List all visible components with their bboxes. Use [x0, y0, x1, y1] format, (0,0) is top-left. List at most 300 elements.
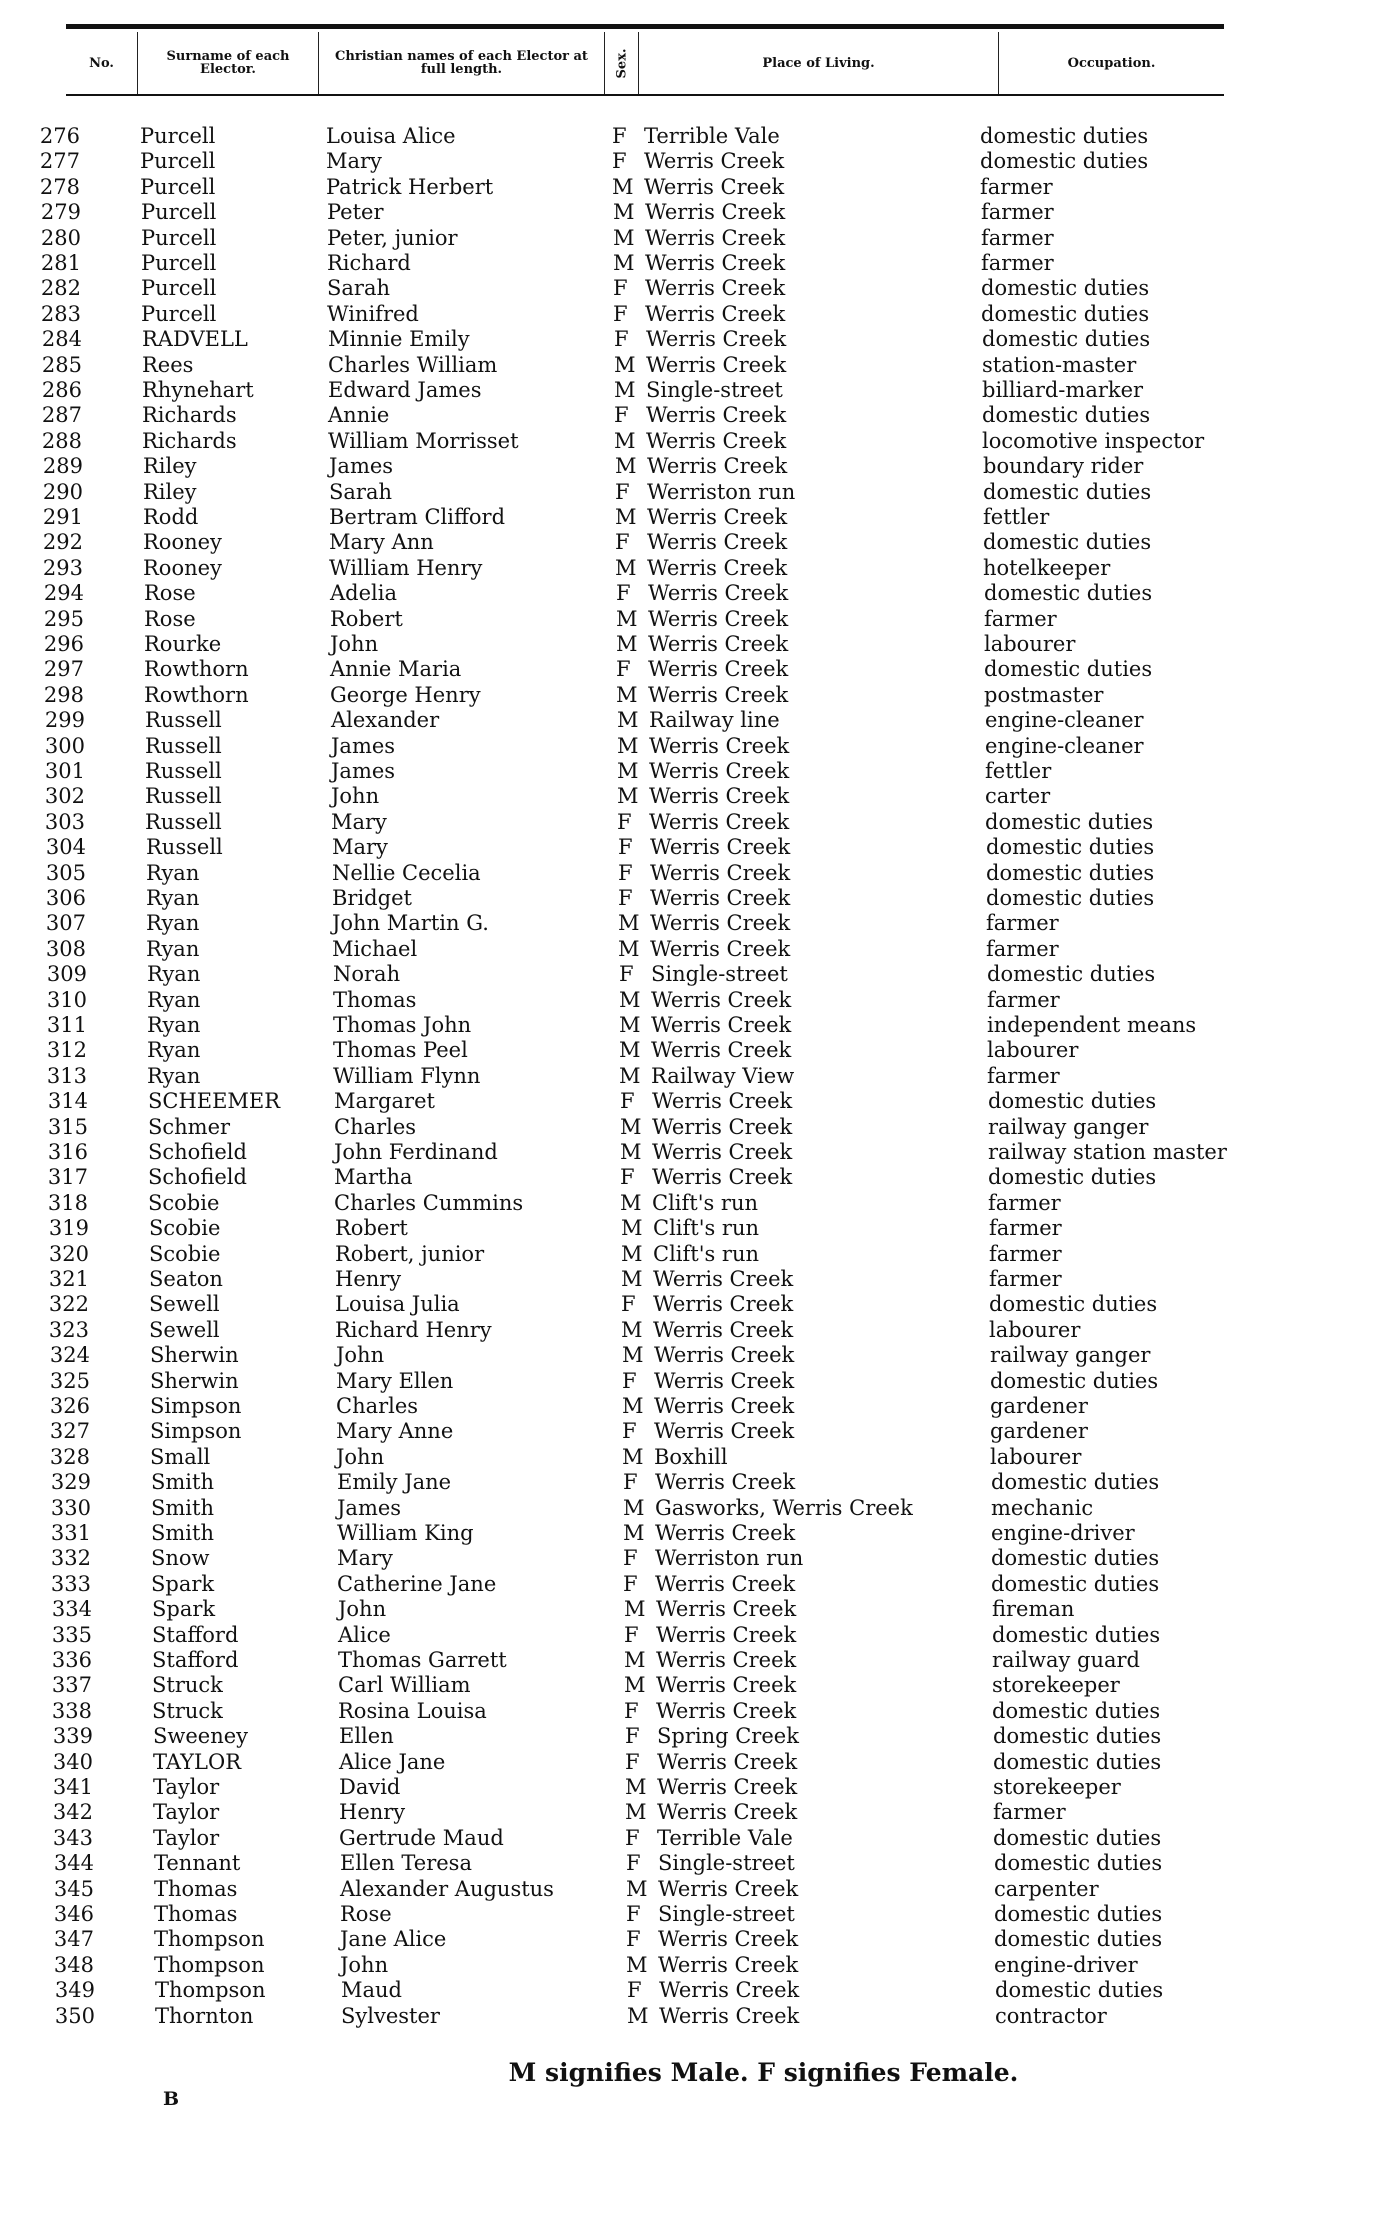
elector-christian-names: Alice Jane [339, 1749, 446, 1774]
table-row [0, 530, 1382, 555]
elector-number: 286 [41, 378, 82, 402]
elector-sex: F [626, 1927, 641, 1952]
table-row [0, 1953, 1382, 1978]
table-row [0, 683, 1382, 708]
elector-sex: M [618, 936, 640, 961]
elector-occupation: domestic duties [980, 149, 1149, 174]
elector-occupation: labourer [990, 1444, 1082, 1469]
elector-number: 289 [42, 454, 83, 479]
elector-surname: Sweeney [153, 1724, 249, 1749]
elector-number: 350 [54, 2003, 95, 2028]
elector-occupation: domestic duties [989, 1292, 1158, 1317]
elector-place: Werris Creek [652, 1089, 793, 1114]
elector-number: 284 [41, 327, 82, 352]
elector-occupation: fettler [985, 759, 1052, 783]
table-row [0, 632, 1382, 657]
table-row [0, 1496, 1382, 1521]
table-row [0, 327, 1382, 352]
elector-christian-names: Maud [341, 1978, 402, 2003]
elector-number: 309 [46, 962, 87, 987]
elector-number: 347 [53, 1927, 94, 1952]
elector-occupation: domestic duties [988, 1165, 1157, 1190]
elector-place: Werris Creek [651, 987, 792, 1012]
elector-occupation: domestic duties [982, 403, 1151, 428]
elector-christian-names: Louisa Julia [335, 1292, 460, 1317]
elector-place: Werris Creek [645, 225, 786, 250]
table-row [0, 1597, 1382, 1622]
elector-place: Werris Creek [656, 1622, 797, 1647]
elector-christian-names: Ellen [339, 1724, 394, 1749]
elector-occupation: labourer [984, 632, 1076, 656]
elector-place: Werris Creek [651, 1038, 792, 1063]
elector-christian-names: Gertrude Maud [339, 1825, 504, 1850]
elector-place: Werris Creek [657, 1800, 798, 1825]
elector-surname: Russell [145, 784, 222, 809]
elector-sex: M [621, 1317, 643, 1342]
elector-sex: M [621, 1267, 643, 1291]
elector-number: 313 [46, 1063, 87, 1088]
signature-mark: B [163, 2088, 180, 2110]
elector-sex: F [622, 1368, 637, 1393]
table-row [0, 1038, 1382, 1063]
elector-number: 316 [47, 1140, 88, 1164]
elector-place: Werris Creek [648, 657, 789, 682]
elector-surname: Scobie [149, 1241, 221, 1266]
table-row [0, 1343, 1382, 1368]
elector-occupation: domestic duties [988, 1089, 1157, 1114]
elector-place: Werris Creek [648, 581, 789, 606]
elector-christian-names: Peter, junior [327, 225, 458, 250]
elector-surname: Snow [151, 1546, 210, 1571]
elector-occupation: domestic duties [981, 301, 1150, 326]
elector-sex: F [623, 1546, 638, 1571]
elector-surname: Sewell [149, 1317, 220, 1342]
elector-sex: M [622, 1394, 644, 1418]
elector-christian-names: Sylvester [341, 2003, 440, 2028]
table-row [0, 1369, 1382, 1394]
elector-surname: Schofield [148, 1140, 247, 1164]
elector-christian-names: Mary Anne [336, 1419, 454, 1444]
elector-sex: M [621, 1216, 643, 1241]
elector-place: Werris Creek [648, 682, 789, 707]
elector-christian-names: Charles William [328, 352, 498, 377]
table-header [66, 32, 1224, 96]
elector-surname: Ryan [147, 1063, 201, 1088]
table-row [0, 1978, 1382, 2003]
elector-place: Werris Creek [651, 1013, 792, 1037]
elector-christian-names: John Ferdinand [334, 1140, 498, 1164]
elector-sex: F [616, 581, 631, 606]
elector-surname: Russell [145, 759, 222, 783]
elector-christian-names: Richard [327, 251, 411, 275]
elector-occupation: boundary rider [983, 454, 1144, 479]
elector-number: 291 [42, 505, 83, 529]
elector-christian-names: Jane Alice [340, 1927, 447, 1952]
elector-sex: M [626, 1952, 648, 1977]
elector-sex: F [627, 1978, 642, 2003]
table-row [0, 505, 1382, 530]
elector-number: 283 [40, 301, 81, 326]
table-row [0, 1216, 1382, 1241]
elector-place: Werriston run [647, 479, 796, 504]
elector-surname: Taylor [153, 1775, 220, 1799]
elector-surname: Rees [142, 352, 194, 377]
elector-occupation: farmer [986, 936, 1059, 961]
elector-place: Werris Creek [646, 327, 787, 352]
elector-surname: Russell [145, 733, 222, 758]
elector-place: Werris Creek [656, 1597, 797, 1622]
elector-christian-names: Alexander Augustus [340, 1876, 554, 1901]
elector-occupation: gardener [990, 1394, 1088, 1418]
elector-number: 336 [51, 1648, 92, 1672]
elector-place: Single-street [658, 1851, 795, 1876]
elector-sex: F [621, 1292, 636, 1317]
elector-place: Werris Creek [652, 1140, 793, 1164]
elector-occupation: domestic duties [986, 835, 1155, 860]
elector-occupation: domestic duties [987, 962, 1156, 987]
elector-surname: Sherwin [150, 1343, 239, 1368]
header-sex-label: Sex. [614, 48, 629, 78]
elector-number: 303 [44, 809, 85, 834]
elector-sex: M [619, 1063, 641, 1088]
elector-place: Werris Creek [655, 1571, 796, 1596]
elector-occupation: carter [985, 784, 1051, 809]
elector-number: 292 [42, 530, 83, 555]
table-row [0, 1394, 1382, 1419]
elector-sex: F [618, 860, 633, 885]
elector-sex: M [624, 1597, 646, 1622]
elector-number: 340 [52, 1749, 93, 1774]
elector-christian-names: Martha [334, 1165, 413, 1190]
elector-sex: M [617, 708, 639, 733]
elector-surname: Scobie [148, 1190, 220, 1215]
elector-surname: Russell [145, 708, 222, 733]
elector-sex: M [618, 911, 640, 936]
elector-christian-names: Margaret [334, 1089, 435, 1114]
elector-place: Werris Creek [656, 1698, 797, 1723]
elector-surname: Small [150, 1444, 211, 1469]
elector-place: Werris Creek [655, 1470, 796, 1495]
elector-christian-names: Rosina Louisa [338, 1698, 487, 1723]
elector-occupation: domestic duties [981, 276, 1150, 301]
elector-occupation: engine-cleaner [985, 733, 1144, 758]
elector-christian-names: Thomas Garrett [338, 1648, 507, 1672]
elector-sex: M [625, 1775, 647, 1799]
elector-occupation: farmer [987, 1063, 1060, 1088]
elector-place: Werris Creek [650, 911, 791, 936]
elector-surname: Ryan [147, 987, 201, 1012]
elector-christian-names: Bertram Clifford [329, 505, 506, 529]
elector-occupation: domestic duties [982, 327, 1151, 352]
table-row [0, 581, 1382, 606]
elector-number: 304 [45, 835, 86, 860]
elector-number: 345 [53, 1876, 94, 1901]
elector-place: Single-street [651, 962, 788, 987]
elector-sex: M [624, 1648, 646, 1672]
elector-occupation: domestic duties [992, 1698, 1161, 1723]
elector-christian-names: Louisa Alice [326, 124, 456, 148]
elector-number: 297 [43, 657, 84, 682]
table-row [0, 1089, 1382, 1114]
elector-christian-names: William King [337, 1521, 474, 1545]
elector-number: 276 [39, 124, 80, 148]
elector-surname: Richards [142, 428, 237, 453]
table-row [0, 556, 1382, 581]
elector-christian-names: Norah [333, 962, 401, 987]
elector-sex: F [615, 479, 630, 504]
elector-sex: F [623, 1571, 638, 1596]
elector-christian-names: Mary [326, 149, 382, 174]
elector-number: 344 [53, 1851, 94, 1876]
elector-place: Gasworks, Werris Creek [655, 1495, 913, 1520]
table-row [0, 251, 1382, 276]
elector-christian-names: John [331, 784, 380, 809]
elector-surname: Sewell [149, 1292, 220, 1317]
elector-sex: F [615, 530, 630, 555]
elector-occupation: fettler [983, 505, 1050, 529]
elector-number: 287 [41, 403, 82, 428]
elector-number: 339 [52, 1724, 93, 1749]
elector-number: 293 [42, 555, 83, 580]
elector-christian-names: Bridget [332, 886, 412, 910]
elector-surname: Scobie [149, 1216, 221, 1241]
elector-number: 278 [39, 174, 80, 199]
elector-place: Werris Creek [658, 1876, 799, 1901]
table-row [0, 1165, 1382, 1190]
elector-occupation: railway guard [992, 1648, 1140, 1672]
elector-number: 305 [45, 860, 86, 885]
elector-occupation: billiard-marker [982, 378, 1144, 402]
elector-number: 329 [50, 1470, 91, 1495]
elector-christian-names: Richard Henry [335, 1317, 492, 1342]
elector-number: 321 [48, 1267, 89, 1291]
elector-place: Werris Creek [656, 1673, 797, 1698]
elector-occupation: farmer [993, 1800, 1066, 1825]
elector-sex: M [615, 454, 637, 479]
elector-christian-names: John [336, 1343, 385, 1368]
elector-number: 296 [43, 632, 84, 656]
elector-surname: Richards [142, 403, 237, 428]
elector-surname: Purcell [141, 200, 217, 225]
elector-christian-names: Sarah [329, 479, 392, 504]
table-row [0, 886, 1382, 911]
table-row [0, 175, 1382, 200]
elector-surname: Schofield [148, 1165, 247, 1190]
elector-surname: Russell [146, 835, 223, 860]
elector-christian-names: Peter [327, 200, 384, 225]
elector-place: Werris Creek [653, 1267, 794, 1291]
elector-occupation: domestic duties [992, 1622, 1161, 1647]
elector-number: 328 [49, 1444, 90, 1469]
elector-sex: F [619, 962, 634, 987]
elector-number: 279 [40, 200, 81, 225]
elector-occupation: labourer [987, 1038, 1079, 1063]
elector-occupation: mechanic [991, 1495, 1094, 1520]
elector-surname: Ryan [146, 886, 200, 910]
elector-surname: Riley [143, 454, 197, 479]
elector-christian-names: Rose [340, 1902, 392, 1926]
elector-sex: F [622, 1419, 637, 1444]
elector-christian-names: Charles [336, 1394, 419, 1418]
elector-number: 349 [54, 1978, 95, 2003]
table-row [0, 1623, 1382, 1648]
elector-sex: F [612, 124, 627, 148]
elector-number: 332 [50, 1546, 91, 1571]
elector-christian-names: John [340, 1952, 389, 1977]
elector-place: Werris Creek [657, 1775, 798, 1799]
elector-place: Werris Creek [647, 454, 788, 479]
table-row [0, 1419, 1382, 1444]
elector-christian-names: Ellen Teresa [340, 1851, 472, 1876]
table-row [0, 1826, 1382, 1851]
elector-number: 325 [49, 1368, 90, 1393]
table-row [0, 861, 1382, 886]
table-row [0, 1572, 1382, 1597]
elector-surname: Riley [143, 479, 197, 504]
table-row [0, 378, 1382, 403]
elector-sex: F [620, 1089, 635, 1114]
elector-christian-names: John [336, 1444, 385, 1469]
elector-place: Werris Creek [649, 784, 790, 809]
elector-number: 277 [39, 149, 80, 174]
elector-number: 318 [47, 1190, 88, 1215]
elector-place: Werris Creek [653, 1292, 794, 1317]
elector-place: Werris Creek [648, 632, 789, 656]
table-row [0, 607, 1382, 632]
elector-place: Werris Creek [650, 835, 791, 860]
elector-sex: M [615, 555, 637, 580]
elector-surname: Rhynehart [142, 378, 254, 402]
table-row [0, 657, 1382, 682]
elector-place: Single-street [646, 378, 783, 402]
elector-sex: M [619, 1013, 641, 1037]
elector-surname: Simpson [150, 1394, 242, 1418]
elector-number: 343 [52, 1825, 93, 1850]
elector-occupation: station-master [982, 352, 1137, 377]
elector-place: Werris Creek [654, 1368, 795, 1393]
table-row [0, 708, 1382, 733]
elector-occupation: domestic duties [995, 1978, 1164, 2003]
elector-occupation: labourer [989, 1317, 1081, 1342]
elector-sex: M [625, 1800, 647, 1825]
header-no: No. [66, 32, 138, 94]
elector-christian-names: Catherine Jane [337, 1571, 497, 1596]
elector-surname: TAYLOR [153, 1749, 242, 1774]
elector-place: Werris Creek [646, 428, 787, 453]
elector-number: 308 [45, 936, 86, 961]
elector-christian-names: Mary [337, 1546, 393, 1571]
elector-surname: Rooney [143, 555, 222, 580]
table-row [0, 911, 1382, 936]
elector-number: 331 [50, 1521, 91, 1545]
elector-number: 326 [49, 1394, 90, 1418]
elector-number: 327 [49, 1419, 90, 1444]
elector-number: 306 [45, 886, 86, 910]
elector-surname: Thornton [155, 2003, 254, 2028]
elector-surname: Smith [151, 1470, 214, 1495]
elector-occupation: storekeeper [992, 1673, 1120, 1698]
table-row [0, 226, 1382, 251]
elector-sex: F [626, 1902, 641, 1926]
table-row [0, 810, 1382, 835]
elector-occupation: domestic duties [984, 581, 1153, 606]
elector-surname: Rowthorn [144, 682, 249, 707]
elector-place: Boxhill [654, 1444, 728, 1469]
elector-sex: F [612, 149, 627, 174]
elector-place: Werris Creek [658, 1927, 799, 1952]
table-row [0, 429, 1382, 454]
elector-surname: Ryan [146, 911, 200, 936]
elector-place: Clift's run [652, 1190, 759, 1215]
elector-place: Railway View [651, 1063, 795, 1088]
elector-number: 338 [51, 1698, 92, 1723]
elector-number: 310 [46, 987, 87, 1012]
elector-surname: Ryan [147, 1038, 201, 1063]
elector-place: Werris Creek [645, 200, 786, 225]
table-row [0, 1267, 1382, 1292]
elector-number: 330 [50, 1495, 91, 1520]
elector-number: 346 [53, 1902, 94, 1926]
elector-place: Werris Creek [658, 1952, 799, 1977]
elector-surname: Spark [152, 1597, 216, 1622]
table-row [0, 1242, 1382, 1267]
elector-sex: M [620, 1140, 642, 1164]
elector-number: 342 [52, 1800, 93, 1825]
elector-christian-names: Minnie Emily [328, 327, 470, 352]
elector-sex: F [618, 835, 633, 860]
elector-surname: Ryan [146, 936, 200, 961]
elector-christian-names: Michael [332, 936, 418, 961]
elector-sex: M [613, 251, 635, 275]
table-row [0, 1292, 1382, 1317]
table-row [0, 1115, 1382, 1140]
elector-surname: Rourke [144, 632, 222, 656]
elector-surname: Schmer [148, 1114, 231, 1139]
elector-place: Werris Creek [652, 1114, 793, 1139]
elector-christian-names: Thomas John [333, 1013, 472, 1037]
elector-christian-names: Thomas [333, 987, 417, 1012]
elector-number: 315 [47, 1114, 88, 1139]
elector-surname: Thompson [155, 1978, 266, 2003]
elector-place: Werris Creek [645, 251, 786, 275]
elector-sex: F [624, 1698, 639, 1723]
elector-sex: F [613, 301, 628, 326]
elector-occupation: locomotive inspector [982, 428, 1205, 453]
elector-sex: M [614, 352, 636, 377]
elector-surname: Stafford [152, 1622, 239, 1647]
elector-surname: Thompson [154, 1952, 265, 1977]
elector-occupation: farmer [987, 987, 1060, 1012]
elector-number: 320 [48, 1241, 89, 1266]
elector-christian-names: James [331, 733, 396, 758]
table-row [0, 454, 1382, 479]
elector-surname: Purcell [140, 149, 216, 174]
elector-christian-names: Mary Ellen [336, 1368, 454, 1393]
table-row [0, 1775, 1382, 1800]
table-row [0, 200, 1382, 225]
elector-place: Werris Creek [647, 555, 788, 580]
elector-christian-names: William Henry [329, 555, 483, 580]
elector-surname: Thomas [154, 1902, 238, 1926]
elector-christian-names: Mary [332, 835, 388, 860]
table-row [0, 1140, 1382, 1165]
elector-place: Werris Creek [650, 886, 791, 910]
table-row [0, 149, 1382, 174]
elector-number: 323 [48, 1317, 89, 1342]
elector-place: Werris Creek [659, 1978, 800, 2003]
elector-surname: Rose [144, 606, 196, 631]
sex-legend: M signifies Male. F signifies Female. [508, 2058, 1019, 2087]
